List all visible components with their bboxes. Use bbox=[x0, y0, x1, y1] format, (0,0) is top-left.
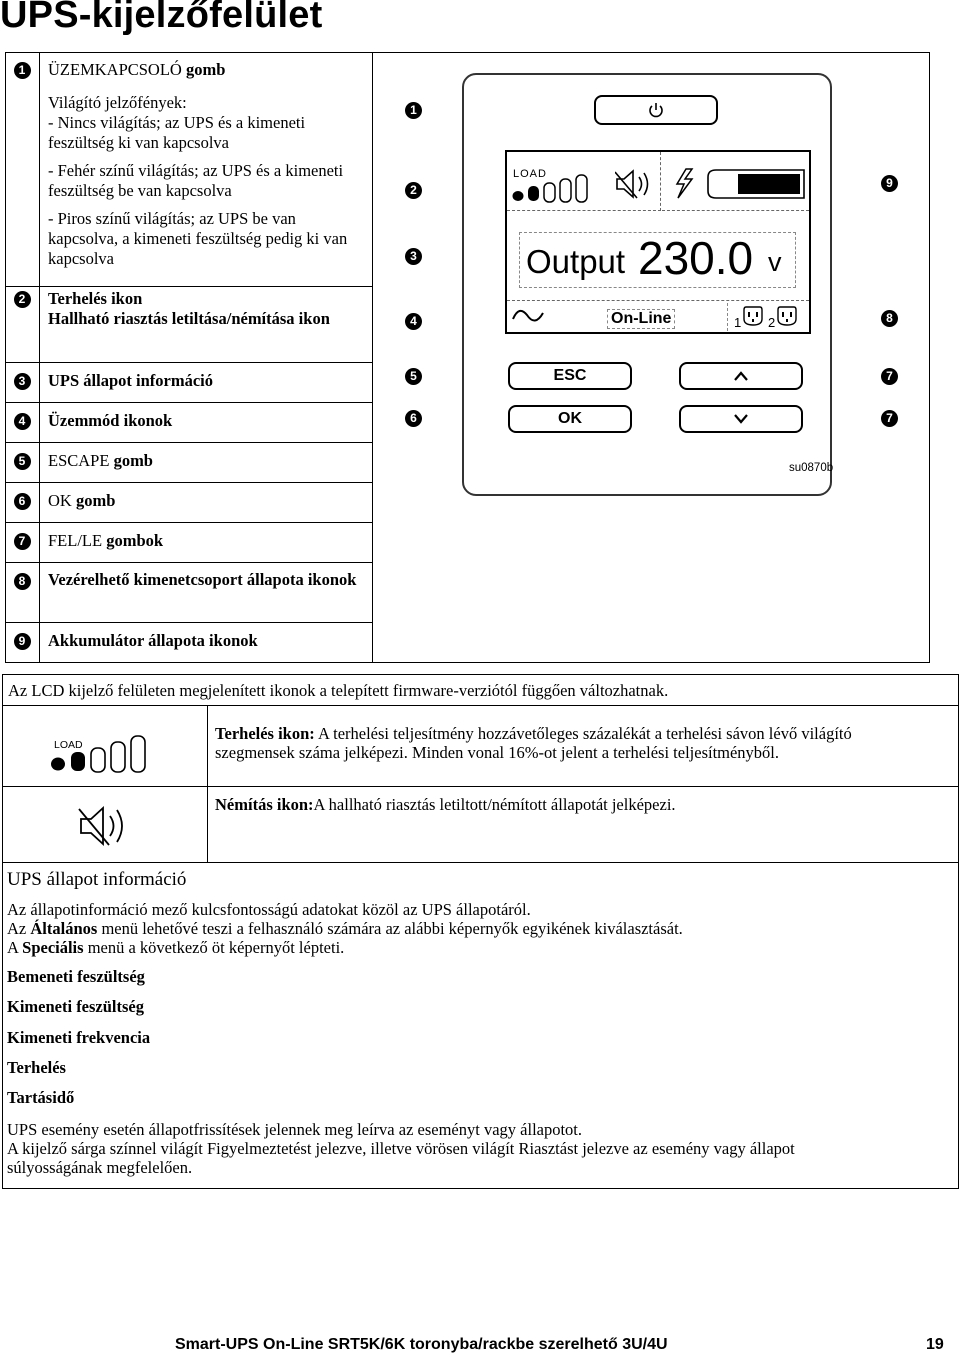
load-icon-description: Terhelés ikon: A terhelési teljesítmény hozzávetőleges százalékát a terhelési sávon lévő világító szegmensek száma jelképezi. Minden vonal 16%-ot jelent a terhelési teljesítményből. bbox=[215, 724, 852, 762]
outlet-icon bbox=[776, 305, 798, 327]
notes-table bbox=[2, 674, 959, 1189]
legend-text-battery: Akkumulátor állapota ikonok bbox=[48, 631, 258, 650]
legend-text-mode-icons: Üzemmód ikonok bbox=[48, 411, 173, 430]
callout-1: 1 bbox=[405, 102, 422, 119]
mode-icon-area bbox=[507, 300, 809, 333]
up-button[interactable] bbox=[679, 362, 803, 390]
chevron-down-icon bbox=[733, 413, 749, 425]
footer-title: Smart-UPS On-Line SRT5K/6K toronyba/rackbe szerelhető 3U/4U bbox=[175, 1336, 668, 1353]
callout-6: 6 bbox=[405, 410, 422, 427]
load-icon-area: LOAD bbox=[507, 152, 661, 211]
status-intro: Az állapotinformáció mező kulcsfontosságú adatokat közöl az UPS állapotáról. Az Általános menü lehetővé teszi a felhasználó számára az alábbi képernyők egyikének kiválasztását. A Speciális menü a következő öt képernyőt lépteti. bbox=[7, 900, 683, 957]
status-item: Kimeneti frekvencia bbox=[7, 1028, 151, 1047]
divider bbox=[6, 622, 372, 623]
status-heading: UPS állapot információ bbox=[7, 869, 187, 890]
divider bbox=[6, 522, 372, 523]
divider bbox=[6, 402, 372, 403]
divider bbox=[6, 562, 372, 563]
status-item: Bemeneti feszültség bbox=[7, 967, 145, 986]
legend-text-ok: OK gomb bbox=[48, 491, 116, 510]
status-events: UPS esemény esetén állapotfrissítések jelennek meg leírva az eseményt vagy állapotot. A kijelző sárga színnel világít Figyelmeztetést jelezve, illetve vörösen világít Riasztást jelezve az esemény vagy állapot súlyosságának megfelelően. bbox=[7, 1120, 795, 1177]
legend-number: 7 bbox=[8, 532, 36, 550]
legend-text-power-button: ÜZEMKAPCSOLÓ gomb bbox=[48, 60, 226, 79]
load-bar-icon bbox=[49, 731, 165, 775]
output-value: 230.0 bbox=[638, 232, 754, 284]
divider bbox=[3, 705, 958, 706]
callout-7: 7 bbox=[881, 368, 898, 385]
status-item: Kimeneti feszültség bbox=[7, 997, 145, 1016]
legend-number: 5 bbox=[8, 452, 36, 470]
battery-icon bbox=[672, 166, 807, 202]
legend-number: 8 bbox=[8, 572, 36, 590]
output-label: Output bbox=[526, 243, 626, 280]
icons-note: Az LCD kijelző felületen megjelenített ikonok a telepített firmware-verziótól függően változhatnak. bbox=[8, 681, 669, 700]
legend-text-outlet-groups: Vezérelhető kimenetcsoport állapota ikonok bbox=[48, 570, 357, 589]
divider bbox=[207, 705, 208, 862]
callout-4: 4 bbox=[405, 313, 422, 330]
divider bbox=[6, 362, 372, 363]
status-item: Terhelés bbox=[7, 1058, 66, 1077]
page-number: 19 bbox=[926, 1336, 944, 1353]
divider bbox=[6, 286, 372, 287]
mute-icon bbox=[77, 803, 137, 849]
page-title: UPS-kijelzőfelület bbox=[0, 0, 323, 36]
legend-text-escape: ESCAPE gomb bbox=[48, 451, 153, 470]
esc-button[interactable]: ESC bbox=[508, 362, 632, 390]
legend-text-load-icon: Terhelés ikon Hallható riasztás letiltása/némítása ikon bbox=[48, 289, 330, 328]
mode-label: On-Line bbox=[607, 309, 675, 329]
divider bbox=[6, 442, 372, 443]
legend-number: 6 bbox=[8, 492, 36, 510]
callout-7: 7 bbox=[881, 410, 898, 427]
divider bbox=[372, 53, 373, 662]
legend-number: 1 bbox=[8, 61, 36, 79]
down-button[interactable] bbox=[679, 405, 803, 433]
legend-number: 3 bbox=[8, 372, 36, 390]
power-icon bbox=[647, 101, 665, 119]
lcd-display bbox=[505, 150, 811, 334]
callout-2: 2 bbox=[405, 182, 422, 199]
legend-text-up-down: FEL/LE gombok bbox=[48, 531, 164, 550]
legend-text-indicator-lights: Világító jelzőfények: - Nincs világítás; az UPS és a kimeneti feszültség ki van kapcsolva - Fehér színű világítás; az UPS és a kimeneti feszültség be van kapcsolva - Piros színű világítás; az UPS be van kapcsolva, a kimeneti feszültség pedig ki van kapcsolva bbox=[48, 93, 348, 268]
divider bbox=[3, 862, 958, 863]
mute-icon-description: Némítás ikon:A hallható riasztás letiltott/némított állapotát jelképezi. bbox=[215, 795, 676, 814]
callout-3: 3 bbox=[405, 248, 422, 265]
load-bar-icon bbox=[511, 170, 607, 204]
legend-number: 9 bbox=[8, 632, 36, 650]
divider bbox=[39, 53, 40, 662]
legend-text-status-info: UPS állapot információ bbox=[48, 371, 213, 390]
power-button[interactable] bbox=[594, 95, 718, 125]
output-unit: v bbox=[768, 247, 782, 277]
sine-wave-icon bbox=[511, 305, 547, 329]
load-icon-caption: LOAD bbox=[54, 739, 83, 751]
status-item: Tartásidő bbox=[7, 1088, 75, 1107]
mute-icon bbox=[615, 168, 655, 200]
outlet-icon bbox=[742, 305, 764, 327]
legend-number: 4 bbox=[8, 412, 36, 430]
status-info-area bbox=[519, 232, 796, 288]
callout-8: 8 bbox=[881, 310, 898, 327]
outlet-group-icons: 1 2 bbox=[727, 303, 808, 331]
chevron-up-icon bbox=[733, 370, 749, 382]
figure-code: su0870b bbox=[789, 462, 834, 474]
battery-icon-area bbox=[662, 152, 809, 211]
divider bbox=[3, 786, 958, 787]
callout-5: 5 bbox=[405, 368, 422, 385]
callout-9: 9 bbox=[881, 175, 898, 192]
divider bbox=[6, 482, 372, 483]
ok-button[interactable]: OK bbox=[508, 405, 632, 433]
legend-number: 2 bbox=[8, 290, 36, 308]
